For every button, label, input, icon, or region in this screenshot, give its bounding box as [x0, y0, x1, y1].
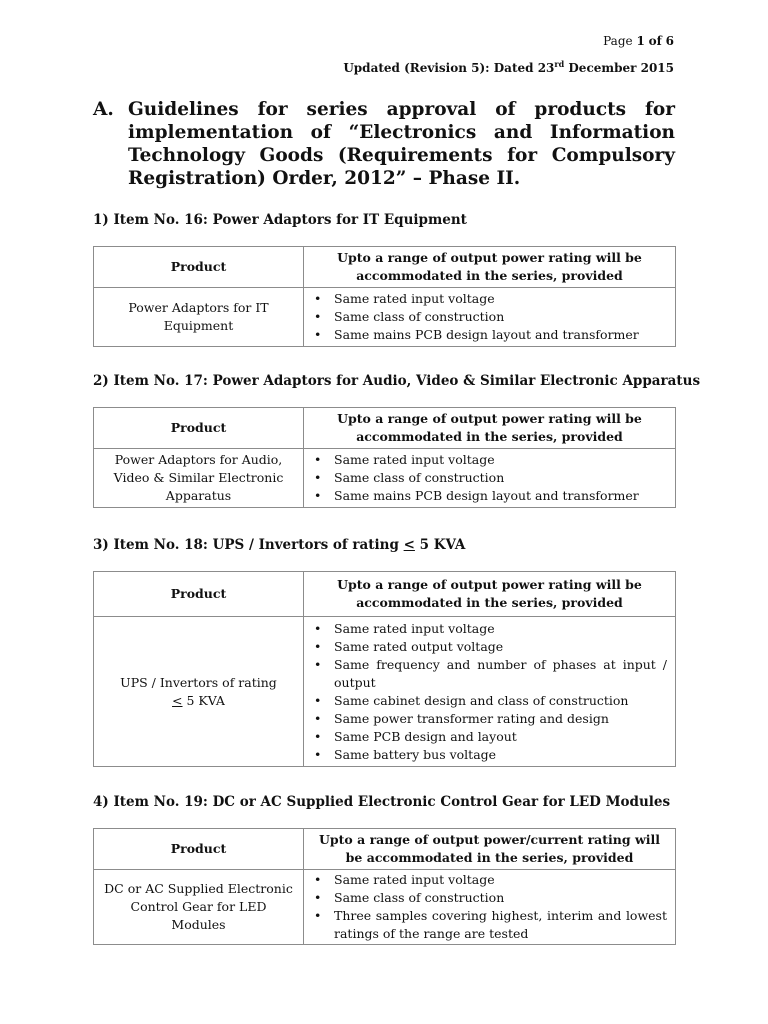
condition-item: • Same class of construction	[312, 308, 667, 326]
item-table-16	[93, 246, 676, 347]
condition-item: • Same rated input voltage	[312, 290, 667, 308]
col-product-header: Product	[94, 408, 304, 449]
col-range-header: Upto a range of output power rating will be accommodated in the series, provided	[304, 572, 676, 617]
condition-item: • Three samples covering highest, interim and lowest ratings of the range are tested	[312, 907, 667, 943]
product-cell	[94, 617, 304, 767]
col-range-header: Upto a range of output power rating will be accommodated in the series, provided	[304, 247, 676, 288]
conditions-cell	[304, 617, 676, 767]
condition-item: • Same rated input voltage	[312, 451, 667, 469]
product-cell: Power Adaptors for IT Equipment	[94, 288, 304, 347]
section-title	[93, 98, 675, 190]
condition-item: • Same frequency and number of phases at input / output	[312, 656, 667, 692]
revision-ordinal: rd	[554, 59, 565, 69]
product-suffix: 5 KVA	[182, 692, 225, 708]
table-row	[94, 288, 676, 347]
item-heading-17: 2) Item No. 17: Power Adaptors for Audio, Video & Similar Electronic Apparatus	[93, 373, 701, 389]
page-total: 6	[665, 34, 674, 48]
col-range-header: Upto a range of output power/current rating will be accommodated in the series, provided	[304, 829, 676, 870]
conditions-cell	[304, 449, 676, 508]
condition-item: • Same class of construction	[312, 889, 667, 907]
conditions-list	[312, 451, 667, 505]
condition-item: • Same mains PCB design layout and transformer	[312, 326, 667, 344]
revision-date: December 2015	[564, 61, 674, 75]
heading-suffix: 5 KVA	[414, 537, 466, 553]
condition-item: • Same mains PCB design layout and transformer	[312, 487, 667, 505]
product-text: UPS / Invertors of rating	[120, 674, 277, 690]
item-heading-19: 4) Item No. 19: DC or AC Supplied Electronic Control Gear for LED Modules	[93, 794, 671, 810]
condition-item: • Same rated input voltage	[312, 871, 667, 889]
condition-item: • Same cabinet design and class of construction	[312, 692, 667, 710]
col-product-header: Product	[94, 829, 304, 870]
section-letter: A.	[93, 99, 114, 120]
page-number	[603, 33, 674, 49]
table-header-row	[94, 829, 676, 870]
table-header-row	[94, 572, 676, 617]
condition-item: • Same PCB design and layout	[312, 728, 667, 746]
conditions-list	[312, 871, 667, 943]
page-of: of	[648, 34, 662, 48]
conditions-cell	[304, 288, 676, 347]
heading-text: 3) Item No. 18: UPS / Invertors of rating	[93, 537, 404, 553]
table-row	[94, 617, 676, 767]
col-range-header: Upto a range of output power rating will be accommodated in the series, provided	[304, 408, 676, 449]
conditions-list	[312, 290, 667, 344]
item-heading-18	[93, 537, 465, 554]
page-current: 1	[636, 34, 645, 48]
product-cell: DC or AC Supplied Electronic Control Gear for LED Modules	[94, 870, 304, 945]
item-table-18	[93, 571, 676, 767]
condition-item: • Same rated input voltage	[312, 620, 667, 638]
table-header-row	[94, 247, 676, 288]
condition-item: • Same rated output voltage	[312, 638, 667, 656]
item-table-17	[93, 407, 676, 508]
col-product-header: Product	[94, 247, 304, 288]
revision-text: Updated (Revision 5): Dated 23	[343, 61, 555, 75]
col-product-header: Product	[94, 572, 304, 617]
conditions-cell	[304, 870, 676, 945]
less-equal-symbol: <	[172, 692, 183, 708]
table-row	[94, 449, 676, 508]
item-table-19	[93, 828, 676, 945]
section-title-text: Guidelines for series approval of products for implementation of “Electronics and Information Technology Goods (Requirements for Compulsory Registration) Order, 2012” – Phase II.	[128, 99, 675, 189]
condition-item: • Same power transformer rating and design	[312, 710, 667, 728]
page-prefix: Page	[603, 34, 633, 48]
table-row	[94, 870, 676, 945]
conditions-list	[312, 620, 667, 764]
condition-item: • Same battery bus voltage	[312, 746, 667, 764]
item-heading-16: 1) Item No. 16: Power Adaptors for IT Equipment	[93, 212, 467, 228]
table-header-row	[94, 408, 676, 449]
condition-item: • Same class of construction	[312, 469, 667, 487]
product-cell: Power Adaptors for Audio, Video & Similar Electronic Apparatus	[94, 449, 304, 508]
revision-note	[343, 56, 674, 76]
less-equal-symbol: <	[403, 537, 415, 553]
